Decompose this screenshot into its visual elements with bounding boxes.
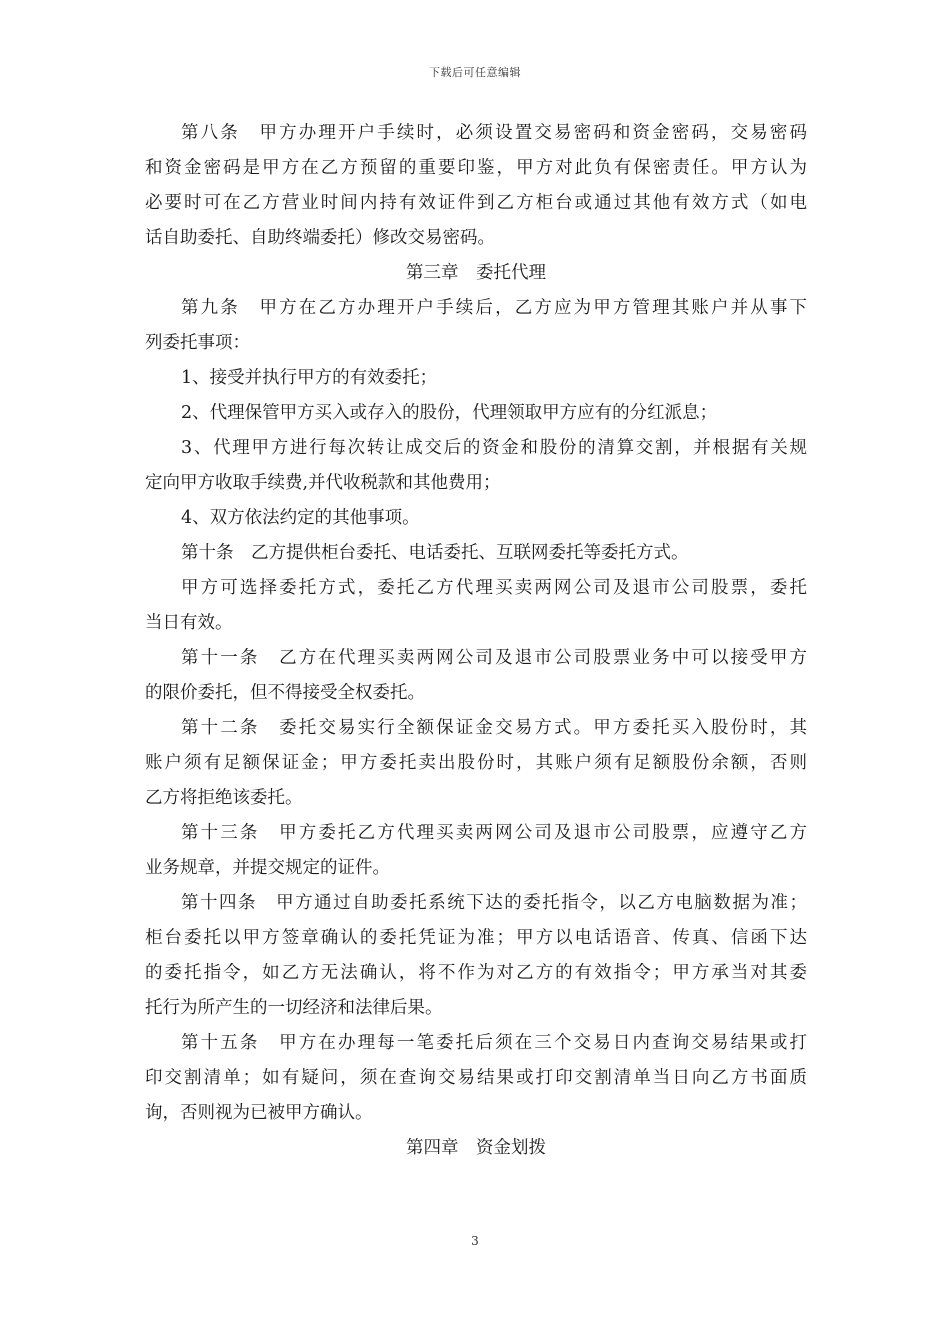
article-13-line-1: 第十三条 甲方委托乙方代理买卖两网公司及退市公司股票，应遵守乙方	[181, 823, 807, 843]
article-14-line-3: 的委托指令，如乙方无法确认，将不作为对乙方的有效指令；甲方承当对其委	[145, 963, 807, 983]
chapter-3-heading: 第三章 委托代理	[406, 263, 546, 283]
article-11-line-2: 的限价委托，但不得接受全权委托。	[145, 683, 425, 703]
article-8-line-1: 第八条 甲方办理开户手续时，必须设置交易密码和资金密码，交易密码	[181, 123, 807, 143]
article-12-line-3: 乙方将拒绝该委托。	[145, 788, 303, 808]
article-10-para-2-line-2: 当日有效。	[145, 613, 233, 633]
document-body	[145, 116, 807, 1166]
article-12-line-1: 第十二条 委托交易实行全额保证金交易方式。甲方委托买入股份时，其	[181, 718, 807, 738]
article-8-line-2: 和资金密码是甲方在乙方预留的重要印鉴，甲方对此负有保密责任。甲方认为	[145, 158, 807, 178]
list-item-2: 2、代理保管甲方买入或存入的股份，代理领取甲方应有的分红派息；	[181, 403, 718, 423]
article-14-line-2: 柜台委托以甲方签章确认的委托凭证为准；甲方以电话语音、传真、信函下达	[145, 928, 807, 948]
article-15-line-2: 印交割清单；如有疑问，须在查询交易结果或打印交割清单当日向乙方书面质	[145, 1068, 807, 1088]
article-11-line-1: 第十一条 乙方在代理买卖两网公司及退市公司股票业务中可以接受甲方	[181, 648, 807, 668]
article-13-line-2: 业务规章，并提交规定的证件。	[145, 858, 390, 878]
article-15-line-1: 第十五条 甲方在办理每一笔委托后须在三个交易日内查询交易结果或打	[181, 1033, 807, 1053]
list-item-3-line-1: 3、代理甲方进行每次转让成交后的资金和股份的清算交割，并根据有关规	[181, 438, 807, 458]
chapter-4-heading: 第四章 资金划拨	[406, 1138, 546, 1158]
page-header: 下载后可任意编辑	[429, 66, 521, 79]
article-8-line-3: 必要时可在乙方营业时间内持有效证件到乙方柜台或通过其他有效方式（如电	[145, 193, 807, 213]
article-9-line-2: 列委托事项：	[145, 333, 250, 353]
article-14-line-1: 第十四条 甲方通过自助委托系统下达的委托指令，以乙方电脑数据为准；	[181, 893, 807, 913]
article-10-para-2-line-1: 甲方可选择委托方式，委托乙方代理买卖两网公司及退市公司股票，委托	[181, 578, 807, 598]
page-number: 3	[471, 1234, 479, 1248]
article-15-line-3: 询，否则视为已被甲方确认。	[145, 1103, 373, 1123]
article-10-line-1: 第十条 乙方提供柜台委托、电话委托、互联网委托等委托方式。	[181, 543, 689, 563]
article-12-line-2: 账户须有足额保证金；甲方委托卖出股份时，其账户须有足额股份余额，否则	[145, 753, 807, 773]
list-item-1: 1、接受并执行甲方的有效委托；	[181, 368, 438, 388]
article-8-line-4: 话自助委托、自助终端委托）修改交易密码。	[145, 228, 495, 248]
list-item-3-line-2: 定向甲方收取手续费,并代收税款和其他费用；	[145, 473, 501, 493]
article-14-line-4: 托行为所产生的一切经济和法律后果。	[145, 998, 443, 1018]
article-9-line-1: 第九条 甲方在乙方办理开户手续后，乙方应为甲方管理其账户并从事下	[181, 298, 807, 318]
list-item-4: 4、双方依法约定的其他事项。	[181, 508, 420, 528]
